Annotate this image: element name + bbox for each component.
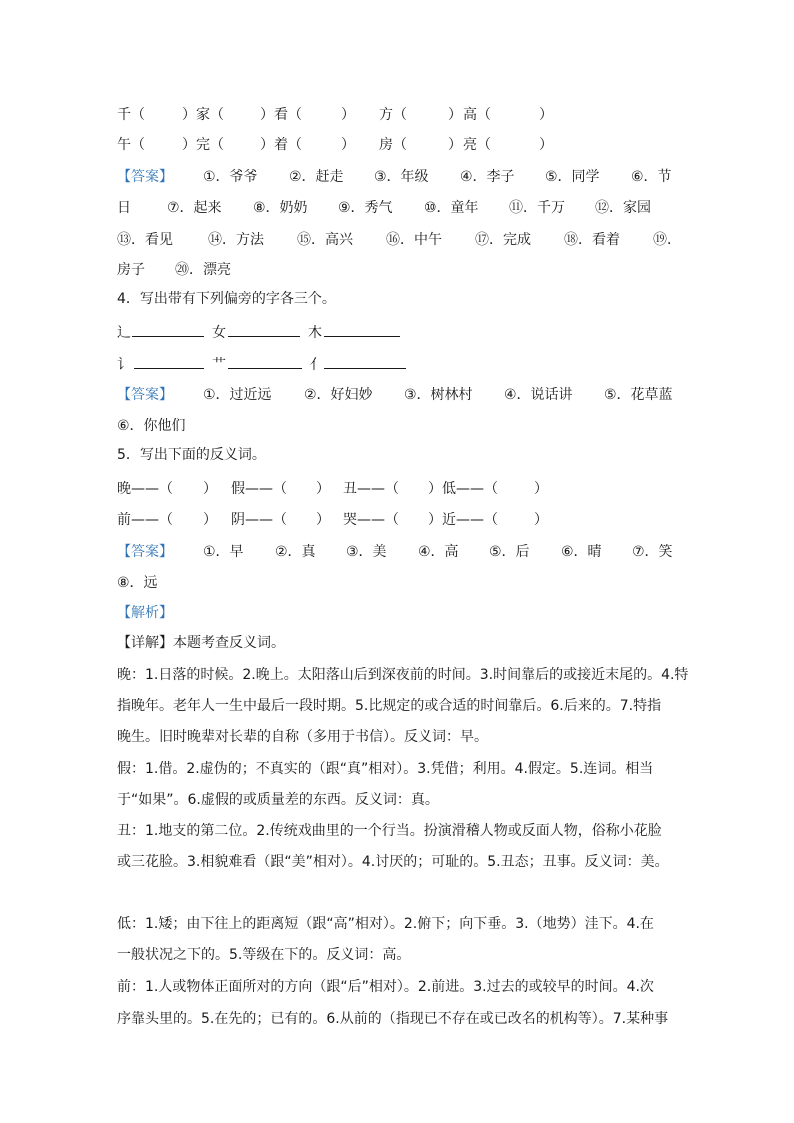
- radical: 木: [308, 325, 322, 341]
- q3-item: 方（: [379, 107, 407, 123]
- q3-item: ）看（: [260, 107, 302, 123]
- answer-item: ⑨．秀气: [338, 200, 393, 216]
- answer-item: ②．赶走: [289, 169, 344, 185]
- q5-item: 晚——（: [117, 481, 173, 497]
- answer-blank[interactable]: [324, 322, 400, 337]
- radical: 讠: [117, 357, 131, 373]
- detail-heading: 【详解】本题考查反义词。: [117, 635, 285, 651]
- analysis-line: 晚生。旧时晚辈对长辈的自称（多用于书信）。反义词：早。: [117, 729, 488, 745]
- q3-item: 千（: [117, 107, 145, 123]
- answer-blank[interactable]: [228, 322, 300, 337]
- q3-item: ）: [341, 107, 355, 123]
- answer-blank[interactable]: [132, 322, 204, 337]
- q5-item: ）: [316, 512, 330, 528]
- radical: 女: [212, 325, 226, 341]
- answer-item: ⑬．看见: [117, 232, 173, 248]
- analysis-line: 低：1.矮；由下往上的距离短（跟“高”相对）。2.俯下；向下垂。3.（地势）洼下。4.在: [117, 916, 654, 932]
- analysis-line: 于“如果”。6.虚假的或质量差的东西。反义词：真。: [117, 792, 439, 808]
- analysis-line: 晚：1.日落的时候。2.晚上。太阳落山后到深夜前的时间。3.时间靠后的或接近末尾的。4.特: [117, 667, 689, 683]
- answer-item: ⑥．你他们: [117, 418, 186, 434]
- answer-item: ⑱．看着: [564, 232, 620, 248]
- answer-item: ③．年级: [374, 169, 429, 185]
- analysis-line: 一般状况之下的。5.等级在下的。反义词：高。: [117, 947, 411, 963]
- q5-item: 前——（: [117, 512, 173, 528]
- q5-item: ）近——（: [428, 512, 498, 528]
- analysis-line: 丑：1.地支的第二位。2.传统戏曲里的一个行当。扮演滑稽人物或反面人物，俗称小花脸: [117, 823, 662, 839]
- answer-item: 房子: [117, 262, 145, 278]
- analysis-line: 指晚年。老年人一生中最后一段时期。5.比规定的或合适的时间靠后。6.后来的。7.特指: [117, 698, 662, 714]
- q5-item: 哭——（: [343, 512, 399, 528]
- q3-item: ）着（: [260, 137, 302, 153]
- answer-tag: 【答案】: [117, 387, 173, 403]
- q5-item: 阴——（: [231, 512, 287, 528]
- answer-item: ①．爷爷: [203, 169, 258, 185]
- answer-item: ①．早: [203, 544, 244, 560]
- answer-item: ③．树林村: [404, 387, 473, 403]
- answer-item: ⑳．漂亮: [175, 262, 231, 278]
- q3-item: 亮（: [463, 137, 491, 153]
- answer-item: ⑩．童年: [424, 200, 479, 216]
- q5-item: ）: [316, 481, 330, 497]
- answer-item: ⑮．高兴: [297, 232, 353, 248]
- q3-item: 房（: [379, 137, 407, 153]
- q3-item: ）: [448, 137, 462, 153]
- analysis-line: 前：1.人或物体正面所对的方向（跟“后”相对）。2.前进。3.过去的或较早的时间。4.次: [117, 979, 654, 995]
- q3-item: 高（: [463, 107, 491, 123]
- q5-item: 丑——（: [343, 481, 399, 497]
- q5-item: ）: [203, 481, 217, 497]
- answer-item: ⑫．家园: [595, 200, 651, 216]
- q5-item: ）: [534, 512, 548, 528]
- answer-item: ②．好妇妙: [304, 387, 373, 403]
- answer-item: ⑦．笑: [632, 544, 673, 560]
- q5-item: 假——（: [231, 481, 287, 497]
- answer-item: ⑧．奶奶: [253, 200, 308, 216]
- q3-item: ）: [539, 107, 553, 123]
- answer-item: ③．美: [346, 544, 387, 560]
- answer-item: ⑯．中午: [386, 232, 442, 248]
- analysis-line: 序靠头里的。5.在先的；已有的。6.从前的（指现已不存在或已改名的机构等）。7.某种事: [117, 1011, 669, 1027]
- answer-item: ⑰．完成: [475, 232, 531, 248]
- q5-item: ）: [203, 512, 217, 528]
- answer-blank[interactable]: [228, 354, 302, 369]
- answer-blank[interactable]: [324, 354, 406, 369]
- q3-item: ）: [448, 107, 462, 123]
- q3-item: ）: [539, 137, 553, 153]
- answer-item: ④．李子: [460, 169, 515, 185]
- answer-item: ⑪．千万: [509, 200, 565, 216]
- q5-item: ）: [534, 481, 548, 497]
- radical: 艹: [212, 357, 226, 373]
- answer-item: ⑥．晴: [561, 544, 602, 560]
- q3-item: 午（: [117, 137, 145, 153]
- answer-item: ⑤．后: [489, 544, 530, 560]
- q5-title: 5．写出下面的反义词。: [117, 447, 266, 463]
- answer-tag: 【答案】: [117, 169, 173, 185]
- q3-item: ）: [341, 137, 355, 153]
- q4-title: 4．写出带有下列偏旁的字各三个。: [117, 291, 336, 307]
- answer-item: 日: [117, 200, 131, 216]
- q3-item: ）完（: [182, 137, 224, 153]
- answer-item: ⑲．: [653, 232, 681, 248]
- answer-item: ①．过近远: [203, 387, 272, 403]
- answer-item: ⑦．起来: [167, 200, 222, 216]
- radical: 辶: [117, 325, 131, 341]
- answer-item: ④．高: [418, 544, 459, 560]
- answer-item: ②．真: [275, 544, 316, 560]
- answer-item: ⑧．远: [117, 575, 158, 591]
- analysis-tag: 【解析】: [117, 605, 173, 621]
- analysis-line: 或三花脸。3.相貌难看（跟“美”相对）。4.讨厌的；可耻的。5.丑态；丑事。反义词：美。: [117, 854, 669, 870]
- answer-item: ④．说话讲: [504, 387, 573, 403]
- answer-item: ⑤．同学: [545, 169, 600, 185]
- answer-item: ⑤．花草蓝: [604, 387, 673, 403]
- answer-blank[interactable]: [134, 354, 204, 369]
- q5-item: ）低——（: [428, 481, 498, 497]
- radical: 亻: [310, 357, 324, 373]
- answer-item: ⑥．节: [631, 169, 672, 185]
- answer-tag: 【答案】: [117, 544, 173, 560]
- q3-item: ）家（: [182, 107, 224, 123]
- answer-item: ⑭．方法: [208, 232, 264, 248]
- analysis-line: 假：1.借。2.虚伪的；不真实的（跟“真”相对）。3.凭借；利用。4.假定。5.连词。相当: [117, 761, 654, 777]
